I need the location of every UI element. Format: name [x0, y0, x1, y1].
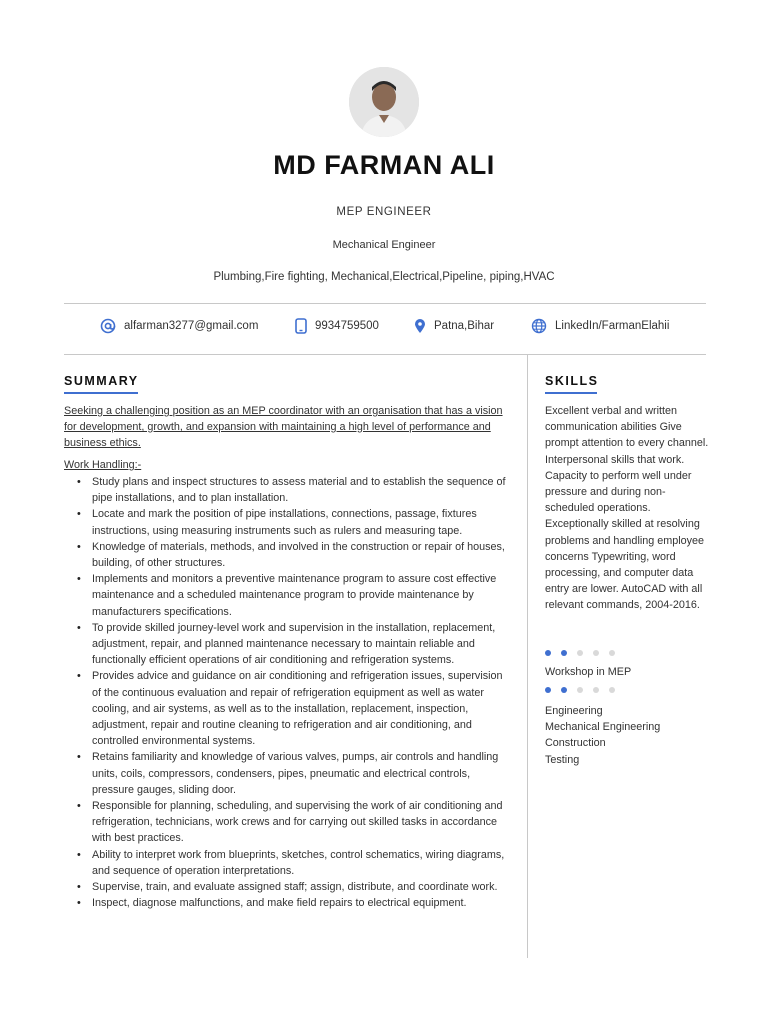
skill-rating-1 [545, 650, 625, 656]
job-subtitle: Mechanical Engineer [332, 239, 436, 251]
contact-email[interactable] [100, 318, 258, 334]
divider [64, 303, 706, 304]
rating-dot-empty [593, 687, 599, 693]
rating-dot-empty [609, 687, 615, 693]
column-divider [527, 355, 528, 958]
list-item: • Provides advice and guidance on air conditioning and refrigeration issues, supervision of the continuous evaluation and repair of refrigeration equipment as well as water cooling, and air systems, as well as to the installation, replacement, inspection, adjustment, repair and routine cleaning to refrigeration and air conditioning, and controlled environmental systems. [64, 668, 509, 749]
list-item: • To provide skilled journey-level work and supervision in the installation, replacement, adjustment, repair, and planned maintenance necessary to maintain reliable and functionally efficient operations of air conditioning and refrigeration systems. [64, 620, 509, 669]
at-sign-icon [100, 318, 116, 334]
divider [64, 354, 706, 355]
list-item: • Responsible for planning, scheduling, and supervising the work of air conditioning and refrigeration, technicians, work crews and for carrying out skilled tasks in accordance with best practices. [64, 798, 509, 847]
work-handling-list [64, 474, 509, 911]
list-item: • Inspect, diagnose malfunctions, and make field repairs to electrical equipment. [64, 895, 509, 911]
list-item: • Locate and mark the position of pipe installations, connections, passage, fixtures instructions, using measuring instruments such as rulers and measuring tape. [64, 506, 509, 538]
rating-dot-filled [545, 687, 551, 693]
location-text: Patna,Bihar [434, 320, 495, 332]
skill-rating-2 [545, 687, 625, 693]
avatar [349, 67, 419, 137]
list-item: • Implements and monitors a preventive maintenance program to assure cost effective maintenance and a scheduled maintenance program to provide maintenance by manufacturers specifications. [64, 571, 509, 620]
skills-heading: SKILLS [545, 374, 599, 388]
contact-location [414, 318, 494, 334]
skill-item: Testing [545, 753, 580, 766]
rating-dot-filled [561, 650, 567, 656]
summary-text: Seeking a challenging position as an MEP coordinator with an organisation that has a vision for development, growth, and expansion with maintaining a high level of performance and business ethics. [64, 405, 503, 449]
job-title: MEP ENGINEER [336, 206, 432, 218]
list-item: • Study plans and inspect structures to assess material and to establish the sequence of pipe installations, and to plan installation. [64, 474, 509, 506]
contact-phone[interactable] [295, 318, 379, 334]
skills-summary-line: Plumbing,Fire fighting, Mechanical,Electrical,Pipeline, piping,HVAC [213, 271, 555, 283]
phone-text: 9934759500 [315, 320, 379, 332]
skill-item: Mechanical Engineering [545, 721, 661, 734]
rating-dot-empty [577, 650, 583, 656]
contact-linkedin[interactable] [531, 318, 669, 334]
summary-heading-underline [64, 392, 138, 394]
summary-heading: SUMMARY [64, 374, 139, 388]
rating-dot-empty [609, 650, 615, 656]
rating-dot-empty [593, 650, 599, 656]
skills-heading-underline [545, 392, 597, 394]
phone-icon [295, 318, 307, 334]
contact-row [64, 318, 706, 340]
list-item: • Supervise, train, and evaluate assigned staff; assign, distribute, and coordinate work. [64, 879, 509, 895]
rating-dot-filled [545, 650, 551, 656]
linkedin-text: LinkedIn/FarmanElahii [555, 320, 670, 332]
list-item: • Ability to interpret work from blueprints, sketches, control schematics, wiring diagrams, and sequence of operation interpretations. [64, 847, 509, 879]
workshop-text: Workshop in MEP [545, 666, 632, 678]
email-text: alfarman3277@gmail.com [124, 320, 259, 332]
globe-icon [531, 318, 547, 334]
skills-text: Excellent verbal and written communication abilities Give prompt attention to every channel. Interpersonal skills that work. Capacity to perform well under pressure and during non-scheduled operations. Exceptionally skilled at resolving problems and handling employee concerns Typewriting, word processing, and computer data entry are lower. AutoCAD with all relevant commands, 2004-2016. [545, 405, 709, 612]
skill-list [545, 703, 660, 768]
rating-dot-filled [561, 687, 567, 693]
full-name: MD FARMAN ALI [273, 150, 495, 180]
work-handling-label: Work Handling:- [64, 459, 142, 471]
list-item: • Knowledge of materials, methods, and involved in the construction or repair of houses, building, of other structures. [64, 539, 509, 571]
profile-photo [349, 67, 419, 137]
skill-item: Construction [545, 737, 606, 750]
skill-item: Engineering [545, 705, 603, 717]
rating-dot-empty [577, 687, 583, 693]
map-pin-icon [414, 318, 426, 334]
list-item: • Retains familiarity and knowledge of various valves, pumps, air controls and handling units, coils, compressors, condensers, pipes, pneumatic and electrical controls, pressure gauges, sliding door. [64, 749, 509, 798]
